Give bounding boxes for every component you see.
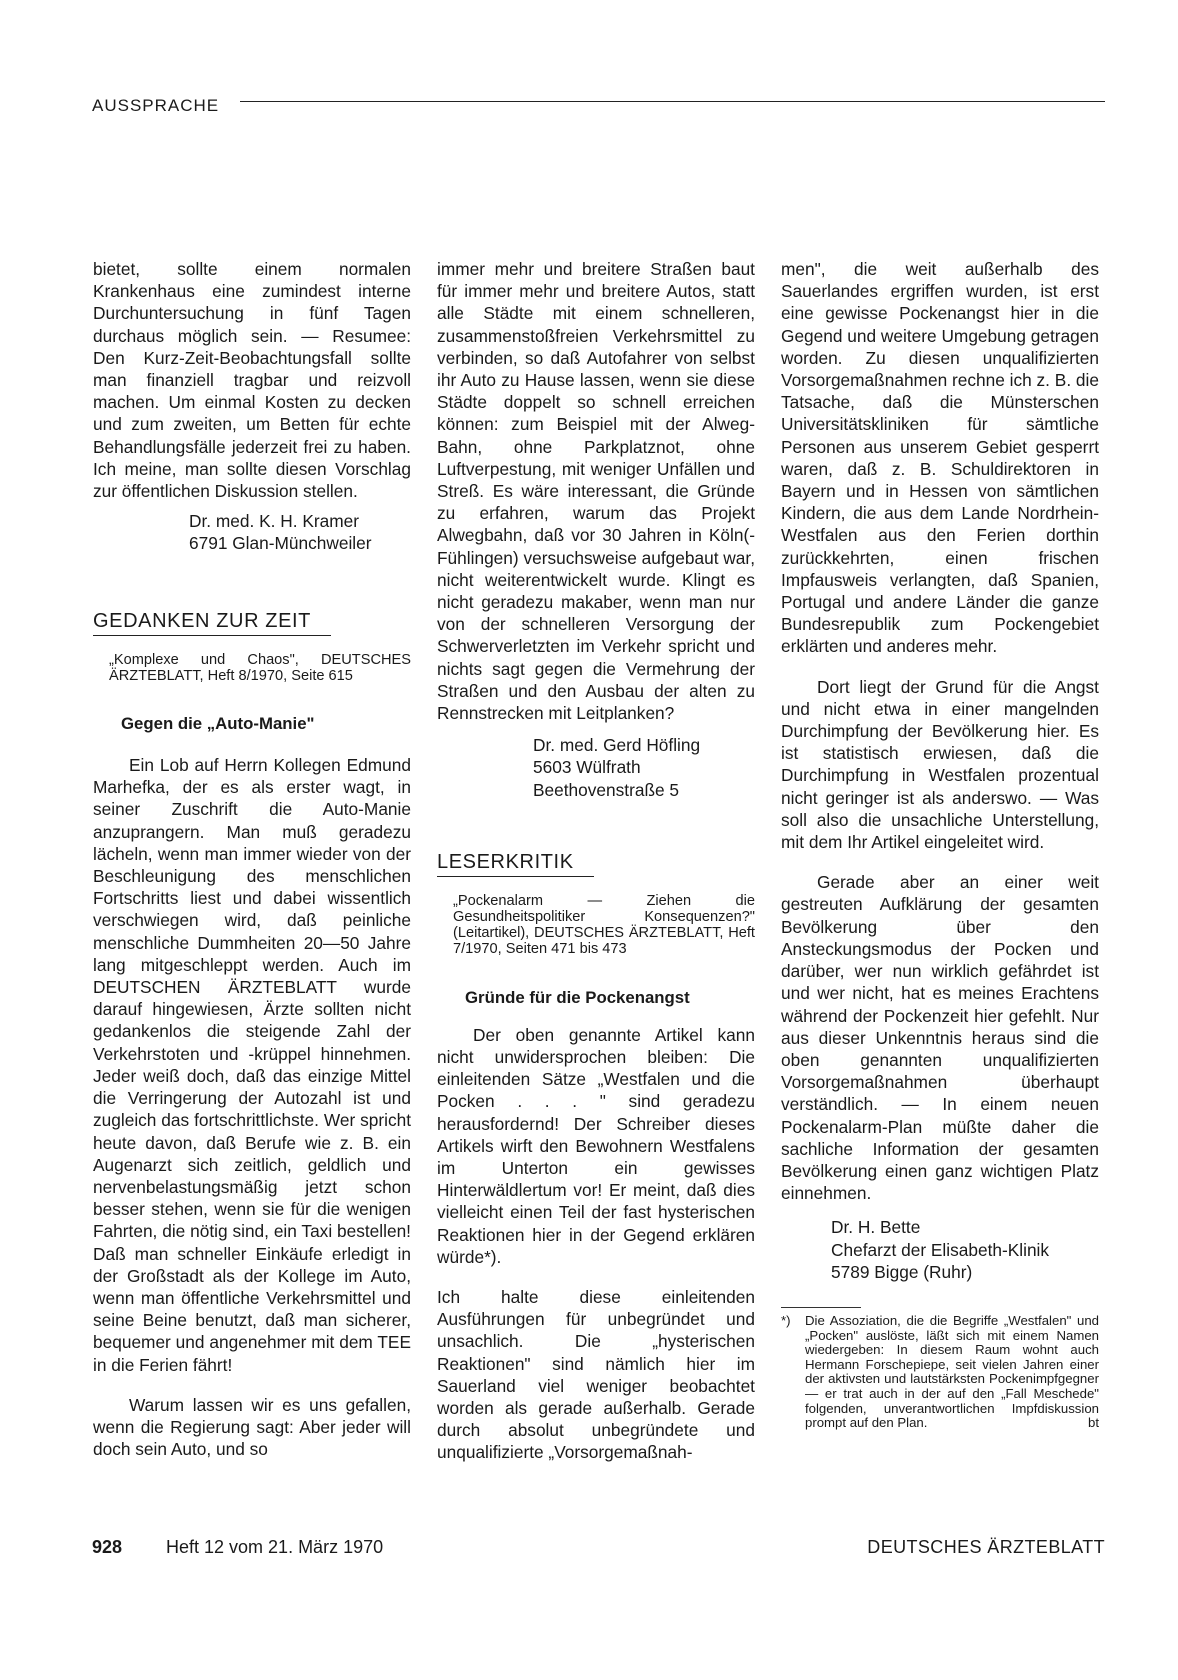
journal-name: DEUTSCHES ÄRZTEBLATT: [867, 1537, 1105, 1557]
body-paragraph: Warum lassen wir es uns gefallen, wenn die Regierung sagt: Aber jeder will doch sein Auto, und so: [93, 1394, 411, 1460]
signature-kramer: [189, 510, 411, 554]
section-title-gedanken: GEDANKEN ZUR ZEIT: [93, 610, 331, 636]
header-rule: [240, 101, 1105, 102]
issue-info: Heft 12 vom 21. März 1970: [166, 1537, 384, 1557]
signature-address: 5789 Bigge (Ruhr): [831, 1261, 973, 1282]
signature-name: Dr. H. Bette: [831, 1217, 921, 1238]
body-paragraph: men", die weit außerhalb des Sauerlandes ergriffen wurden, ist erst eine gewisse Pockenangst hier in die Gegend und weitere Umgebung getragen worden. Zu diesen unqualifizierten Vorsorgemaßnahmen rechne ich z. B. die Tatsache, daß die Münsterschen Universitätskliniken für sämtliche Personen aus unserem Gebiet gesperrt waren, daß z. B. Schuldirektoren in Bayern und in Hessen von sämtlichen Kindern, die aus dem Lande Nordrhein-Westfalen aus den Ferien dorthin zurückkehrten, einen frischen Impfausweis verlangten, daß Spanien, Portugal und andere Länder die ganze Bundesrepublik zum Pockengebiet erklärten und anderes mehr.: [781, 259, 1100, 657]
section-label: AUSSPRACHE: [92, 96, 220, 115]
body-paragraph: Der oben genannte Artikel kann nicht unwidersprochen bleiben: Die einleitenden Sätze „Westfalen und die Pocken . . . " sind geradezu herausfordernd! Der Schreiber dieses Artikels wirft den Bewohnern Westfalens im Unterton ein gewisses Hinterwäldlertum vor! Er meint, daß dies vielleicht einen Teil der fast hysterischen Reaktionen hier in der Gegend erklären würde*).: [437, 1024, 755, 1267]
body-paragraph: bietet, sollte einem normalen Krankenhaus eine zumindest interne Durchuntersuchung in fünf Tagen durchaus möglich sein. — Resumee: Den Kurz-Zeit-Beobachtungsfall sollte man finanziell tragbar und reizvoll machen. Um einmal Kosten zu decken und zum zweiten, um Betten für echte Behandlungsfälle jederzeit frei zu haben. Ich meine, man sollte diesen Vorschlag zur öffentlichen Diskussion stellen.: [93, 259, 411, 502]
signature-street: Beethovenstraße 5: [533, 779, 680, 800]
article-subheading: Gründe für die Pockenangst: [465, 987, 690, 1007]
article-reference: „Komplexe und Chaos", DEUTSCHES ÄRZTEBLATT, Heft 8/1970, Seite 615: [109, 651, 411, 684]
article-reference: „Pockenalarm — Ziehen die Gesundheitspolitiker Konsequenzen?" (Leitartikel), DEUTSCHES ÄRZTEBLATT, Heft 7/1970, Seiten 471 bis 473: [453, 892, 755, 958]
footnote-sign: bt: [1088, 1415, 1099, 1431]
body-paragraph: Ich halte diese einleitenden Ausführungen für unbegründet und unsachlich. Die „hysterischen Reaktionen" sind nämlich hier im Sauerland viel weniger beobachtet worden als gerade außerhalb. Gerade durch absolut unbegründete und unqualifizierte „Vorsorgemaßnah-: [437, 1286, 755, 1463]
body-paragraph: Ein Lob auf Herrn Kollegen Edmund Marhefka, der es als erster wagt, in seiner Zuschrift die Auto-Manie anzuprangern. Man muß geradezu lächeln, wenn man immer wieder von der Beschleunigung des menschlichen Fortschritts liest und dabei wissentlich verschwiegen wird, daß peinliche menschliche Dummheiten 20—50 Jahre lang mitgeschleppt werden. Auch im DEUTSCHEN ÄRZTEBLATT wurde darauf hingewiesen, Ärzte sollten nicht gedankenlos die steigende Zahl der Verkehrstoten und -krüppel hinnehmen. Jeder weiß doch, daß das einzige Mittel die Verringerung der Autozahl ist und zugleich das fortschrittlichste. Wer spricht heute davon, daß Berufe wie z. B. ein Augenarzt sich zeitlich, geldlich und nervenbelastungsmäßig jetzt schon besser stehen, wenn sie für die wenigen Fahrten, die nötig sind, ein Taxi bestellen! Daß man schneller Einkäufe erledigt in der Großstadt als der Kollege im Auto, wenn man öffentliche Verkehrsmittel und seine Beine benutzt, daß man sicherer, bequemer und angenehmer mit dem TEE in die Ferien fährt!: [93, 755, 411, 1375]
body-paragraph: Gerade aber an einer weit gestreuten Aufklärung der gesamten Bevölkerung über den Ansteckungsmodus der Pocken und darüber, wer nun wirklich gefährdet ist und wer nicht, hat es meines Erachtens während der Pockenzeit hier gefehlt. Nur aus dieser Unkenntnis heraus sind die oben genannten unqualifizierten Vorsorgemaßnahmen überhaupt verständlich. — In einem neuen Pockenalarm-Plan müßte daher die sachliche Information der gesamten Bevölkerung einen ganz wichtigen Platz einnehmen.: [781, 872, 1099, 1204]
footnote-mark: *): [781, 1312, 791, 1328]
signature-address: 6791 Glan-Münchweiler: [189, 533, 372, 554]
signature-address: 5603 Wülfrath: [533, 757, 641, 778]
body-paragraph: Dort liegt der Grund für die Angst und nicht etwa in einer mangelnden Durchimpfung der Bevölkerung hier. Es ist statistisch erwiesen, daß die Durchimpfung in Westfalen prozentual nicht geringer ist als anderswo. — Was soll also die unsachliche Unterstellung, mit dem Ihr Artikel eingeleitet wird.: [781, 676, 1099, 853]
signature-title: Chefarzt der Elisabeth-Klinik: [831, 1239, 1050, 1260]
signature-hoefling: [533, 734, 755, 801]
signature-name: Dr. med. Gerd Höfling: [533, 735, 701, 756]
section-title-leserkritik: LESERKRITIK: [437, 851, 594, 877]
footnote-text: Die Assoziation, die die Begriffe „Westfalen" und „Pocken" auslöste, läßt sich mit einem Namen wiedergeben: In diesem Raum wohnt auch Hermann Forschepiepe, seit vielen Jahren einer der aktivsten und lautstärksten Pockenimpfgegner — er trat auch in der auf den „Fall Meschede" folgenden, unverantwortlichen Impfdiskussion prompt auf den Plan. bt: [805, 1312, 1099, 1431]
signature-name: Dr. med. K. H. Kramer: [189, 511, 359, 532]
column-2: [437, 258, 755, 1464]
page-number: 928: [92, 1537, 123, 1557]
article-subheading: Gegen die „Auto-Manie": [121, 714, 315, 734]
footnote-rule: [781, 1307, 861, 1308]
body-paragraph: immer mehr und breitere Straßen baut für immer mehr und breitere Autos, statt alle Städte mit einem schnelleren, zusammenstoßfreien Verkehrsmittel zu verbinden, so daß Autofahrer von selbst ihr Auto zu Hause lassen, wenn sie diese Städte doppelt so schnell erreichen können: zum Beispiel mit der Alweg-Bahn, ohne Parkplatznot, ohne Luftverpestung, mit weniger Unfällen und Streß. Es wäre interessant, die Gründe zu erfahren, warum das Projekt Alwegbahn, daß vor 30 Jahren in Köln(-Fühlingen) versuchsweise aufgebaut war, nicht weiterentwickelt wurde. Klingt es nicht geradezu makaber, wenn man nur von der schnelleren Versorgung der Schwerverletzten im Verkehr spricht und nichts sagt gegen die Vermehrung der Straßen und den Ausbau der alten zu Rennstrecken mit Leitplanken?: [437, 259, 755, 724]
column-1: [93, 258, 411, 1460]
signature-bette: [831, 1216, 1099, 1283]
footnote: [781, 1314, 1099, 1431]
column-3: [781, 258, 1099, 1431]
